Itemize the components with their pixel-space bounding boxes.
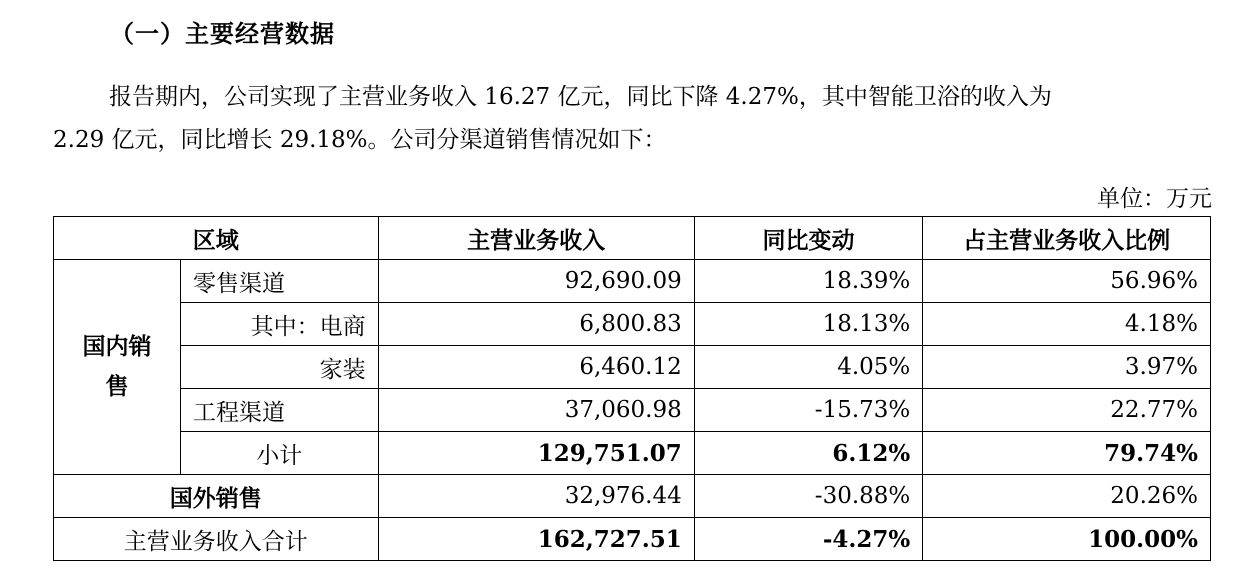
row-share: 100.00% xyxy=(923,518,1211,561)
row-yoy: -30.88% xyxy=(694,475,923,518)
row-share: 56.96% xyxy=(923,260,1211,303)
subtotal-row xyxy=(54,432,1211,475)
row-name: 家装 xyxy=(181,346,379,389)
row-revenue: 32,976.44 xyxy=(378,475,694,518)
unit-note: 单位：万元 xyxy=(1097,186,1212,212)
row-share: 4.18% xyxy=(923,303,1211,346)
row-revenue: 162,727.51 xyxy=(378,518,694,561)
table-row xyxy=(54,260,1211,303)
row-yoy: 18.39% xyxy=(694,260,923,303)
row-share: 79.74% xyxy=(923,432,1211,475)
total-row xyxy=(54,518,1211,561)
section-heading: （一）主要经营数据 xyxy=(110,20,335,48)
header-yoy: 同比变动 xyxy=(694,217,923,260)
foreign-row xyxy=(54,475,1211,518)
table-header-row xyxy=(54,217,1211,260)
row-name: 零售渠道 xyxy=(181,260,379,303)
table-row xyxy=(54,346,1211,389)
row-yoy: -4.27% xyxy=(694,518,923,561)
row-revenue: 6,460.12 xyxy=(378,346,694,389)
header-revenue: 主营业务收入 xyxy=(378,217,694,260)
header-share: 占主营业务收入比例 xyxy=(923,217,1211,260)
row-revenue: 129,751.07 xyxy=(378,432,694,475)
row-yoy: 18.13% xyxy=(694,303,923,346)
row-revenue: 6,800.83 xyxy=(378,303,694,346)
table-row xyxy=(54,389,1211,432)
row-share: 3.97% xyxy=(923,346,1211,389)
row-name: 主营业务收入合计 xyxy=(54,518,379,561)
row-name: 其中：电商 xyxy=(181,303,379,346)
row-name: 国外销售 xyxy=(54,475,379,518)
table-row xyxy=(54,303,1211,346)
row-name: 小计 xyxy=(181,432,379,475)
header-region: 区域 xyxy=(54,217,379,260)
row-yoy: 6.12% xyxy=(694,432,923,475)
row-revenue: 37,060.98 xyxy=(378,389,694,432)
domestic-sales-label: 国内销 售 xyxy=(54,260,181,475)
revenue-by-channel-table xyxy=(53,216,1211,561)
intro-paragraph xyxy=(53,76,1228,162)
row-yoy: 4.05% xyxy=(694,346,923,389)
row-share: 20.26% xyxy=(923,475,1211,518)
row-name: 工程渠道 xyxy=(181,389,379,432)
paragraph-line-1: 报告期内，公司实现了主营业务收入 16.27 亿元，同比下降 4.27%，其中智能卫浴的收入为 xyxy=(109,84,1052,110)
row-share: 22.77% xyxy=(923,389,1211,432)
row-revenue: 92,690.09 xyxy=(378,260,694,303)
paragraph-line-2: 2.29 亿元，同比增长 29.18%。公司分渠道销售情况如下： xyxy=(53,127,667,153)
row-yoy: -15.73% xyxy=(694,389,923,432)
